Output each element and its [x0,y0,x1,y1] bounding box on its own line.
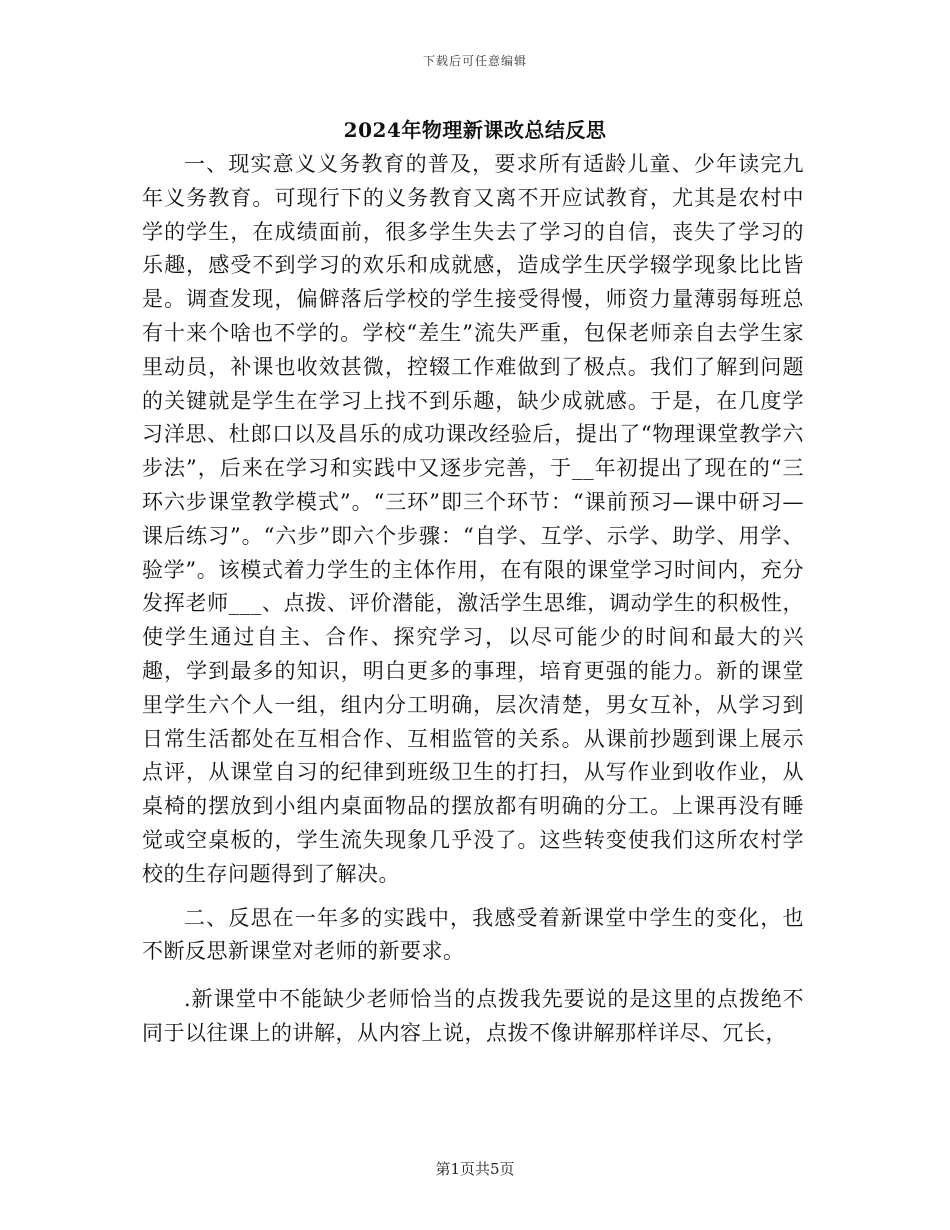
header-note: 下载后可任意编辑 [422,54,527,68]
page-number: 第1页共5页 [435,1160,515,1178]
paragraph-1: 一、现实意义义务教育的普及，要求所有适龄儿童、少年读完九年义务教育。可现行下的义务教育又离不开应试教育，尤其是农村中学的学生，在成绩面前，很多学生失去了学习的自信，丧失了学习的乐趣，感受不到学习的欢乐和成就感，造成学生厌学辍学现象比比皆是。调查发现，偏僻落后学校的学生接受得慢，师资力量薄弱每班总有十来个啥也不学的。学校“差生”流失严重，包保老师亲自去学生家里动员，补课也收效甚微，控辍工作难做到了极点。我们了解到问题的关键就是学生在学习上找不到乐趣，缺少成就感。于是，在几度学习洋思、杜郎口以及昌乐的成功课改经验后，提出了“物理课堂教学六步法”，后来在学习和实践中又逐步完善，于__年初提出了现在的“三环六步课堂教学模式”。“三环”即三个环节：“课前预习—课中研习—课后练习”。“六步”即六个步骤：“自学、互学、示学、助学、用学、验学”。该模式着力学生的主体作用，在有限的课堂学习时间内，充分发挥老师___、点拨、评价潜能，激活学生思维，调动学生的积极性，使学生通过自主、合作、探究学习，以尽可能少的时间和最大的兴趣，学到最多的知识，明白更多的事理，培育更强的能力。新的课堂里学生六个人一组，组内分工明确，层次清楚，男女互补，从学习到日常生活都处在互相合作、互相监管的关系。从课前抄题到课上展示点评，从课堂自习的纪律到班级卫生的打扫，从写作业到收作业，从桌椅的摆放到小组内桌面物品的摆放都有明确的分工。上课再没有睡觉或空桌板的，学生流失现象几乎没了。这些转变使我们这所农村学校的生存问题得到了解决。 [142,152,804,886]
document-body [142,148,804,1051]
paragraph-2: 二、反思在一年多的实践中，我感受着新课堂中学生的变化，也不断反思新课堂对老师的新要求。 [142,905,804,964]
document-title: 2024年物理新课改总结反思 [343,118,607,142]
paragraph-3: .新课堂中不能缺少老师恰当的点拨我先要说的是这里的点拨绝不同于以往课上的讲解，从内容上说，点拨不像讲解那样详尽、冗长， [142,987,804,1045]
